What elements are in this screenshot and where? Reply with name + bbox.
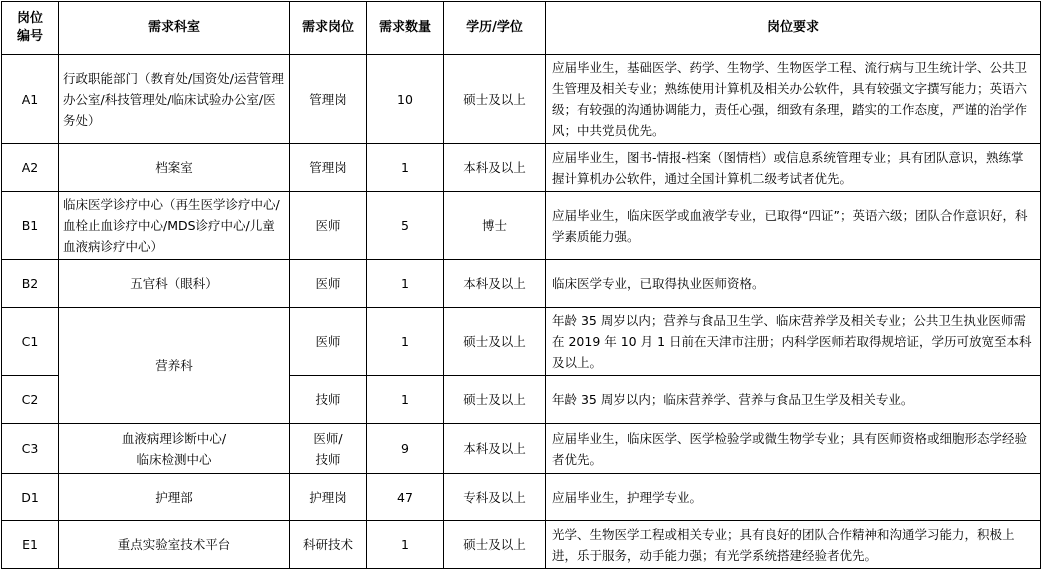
row-department-line2: 临床检测中心 <box>136 451 212 467</box>
table-row <box>2 260 1041 308</box>
row-education: 本科及以上 <box>444 260 546 308</box>
row-education: 硕士及以上 <box>444 55 546 144</box>
row-education: 硕士及以上 <box>444 376 546 424</box>
row-position: 医师 <box>290 192 367 260</box>
row-requirements: 应届毕业生，基础医学、药学、生物学、生物医学工程、流行病与卫生统计学、公共卫生管理及相关专业；熟练使用计算机及相关办公软件，具有较强文字撰写能力；英语六级；有较强的沟通协调能力，责任心强，细致有条理，踏实的工作态度，严谨的治学作风；中共党员优先。 <box>546 55 1041 144</box>
row-department: 临床医学诊疗中心（再生医学诊疗中心/血栓止血诊疗中心/MDS诊疗中心/儿童血液病诊疗中心） <box>59 192 290 260</box>
row-position: 护理岗 <box>290 474 367 521</box>
header-quantity: 需求数量 <box>367 2 444 55</box>
row-id: B1 <box>2 192 59 260</box>
row-department: 行政职能部门（教育处/国资处/运营管理办公室/科技管理处/临床试验办公室/医务处） <box>59 55 290 144</box>
row-requirements: 应届毕业生，临床医学或血液学专业，已取得“四证”；英语六级；团队合作意识好，科学素质能力强。 <box>546 192 1041 260</box>
row-requirements: 临床医学专业，已取得执业医师资格。 <box>546 260 1041 308</box>
row-requirements: 应届毕业生，图书-情报-档案（图情档）或信息系统管理专业；具有团队意识，熟练掌握计算机办公软件，通过全国计算机二级考试者优先。 <box>546 144 1041 192</box>
row-department-line1: 血液病理诊断中心/ <box>121 430 227 446</box>
header-position: 需求岗位 <box>290 2 367 55</box>
row-quantity: 9 <box>367 424 444 474</box>
row-quantity: 47 <box>367 474 444 521</box>
row-position: 管理岗 <box>290 144 367 192</box>
recruitment-table <box>1 1 1041 569</box>
table-row <box>2 144 1041 192</box>
row-requirements: 应届毕业生，临床医学、医学检验学或微生物学专业；具有医师资格或细胞形态学经验者优先。 <box>546 424 1041 474</box>
row-requirements: 光学、生物医学工程或相关专业；具有良好的团队合作精神和沟通学习能力，积极上进，乐于服务，动手能力强；有光学系统搭建经验者优先。 <box>546 521 1041 569</box>
row-department: 档案室 <box>59 144 290 192</box>
row-department: 护理部 <box>59 474 290 521</box>
row-quantity: 1 <box>367 144 444 192</box>
row-education: 本科及以上 <box>444 424 546 474</box>
table-row <box>2 424 1041 474</box>
row-education: 专科及以上 <box>444 474 546 521</box>
row-requirements: 年龄 35 周岁以内；营养与食品卫生学、临床营养学及相关专业；公共卫生执业医师需在 2019 年 10 月 1 日前在天津市注册；内科学医师若取得规培证，学历可放宽至本科及以上。 <box>546 308 1041 376</box>
row-id: E1 <box>2 521 59 569</box>
row-position: 技师 <box>290 376 367 424</box>
row-position: 管理岗 <box>290 55 367 144</box>
row-id: A2 <box>2 144 59 192</box>
row-quantity: 5 <box>367 192 444 260</box>
header-education: 学历/学位 <box>444 2 546 55</box>
row-id: C3 <box>2 424 59 474</box>
row-requirements: 年龄 35 周岁以内；临床营养学、营养与食品卫生学及相关专业。 <box>546 376 1041 424</box>
table-row <box>2 474 1041 521</box>
row-id: B2 <box>2 260 59 308</box>
header-row <box>2 2 1041 55</box>
row-id: D1 <box>2 474 59 521</box>
table-row <box>2 308 1041 376</box>
row-quantity: 10 <box>367 55 444 144</box>
header-department: 需求科室 <box>59 2 290 55</box>
header-id-line1: 岗位 <box>16 11 43 26</box>
row-department: 五官科（眼科） <box>59 260 290 308</box>
header-requirements: 岗位要求 <box>546 2 1041 55</box>
row-id: C1 <box>2 308 59 376</box>
row-requirements: 应届毕业生，护理学专业。 <box>546 474 1041 521</box>
row-id: C2 <box>2 376 59 424</box>
row-education: 本科及以上 <box>444 144 546 192</box>
row-position-line2: 技师 <box>315 451 341 467</box>
row-quantity: 1 <box>367 260 444 308</box>
row-education: 硕士及以上 <box>444 521 546 569</box>
row-position: 医师 <box>290 260 367 308</box>
table-row <box>2 521 1041 569</box>
row-quantity: 1 <box>367 521 444 569</box>
row-id: A1 <box>2 55 59 144</box>
row-quantity: 1 <box>367 376 444 424</box>
header-id-line2: 编号 <box>16 29 43 44</box>
row-position-line1: 医师/ <box>313 430 343 446</box>
row-department: 重点实验室技术平台 <box>59 521 290 569</box>
row-position <box>290 424 367 474</box>
header-id <box>2 2 59 55</box>
row-education: 博士 <box>444 192 546 260</box>
row-department <box>59 424 290 474</box>
table-row <box>2 192 1041 260</box>
row-quantity: 1 <box>367 308 444 376</box>
row-education: 硕士及以上 <box>444 308 546 376</box>
row-department: 营养科 <box>59 308 290 424</box>
row-position: 医师 <box>290 308 367 376</box>
row-position: 科研技术 <box>290 521 367 569</box>
table-row <box>2 55 1041 144</box>
